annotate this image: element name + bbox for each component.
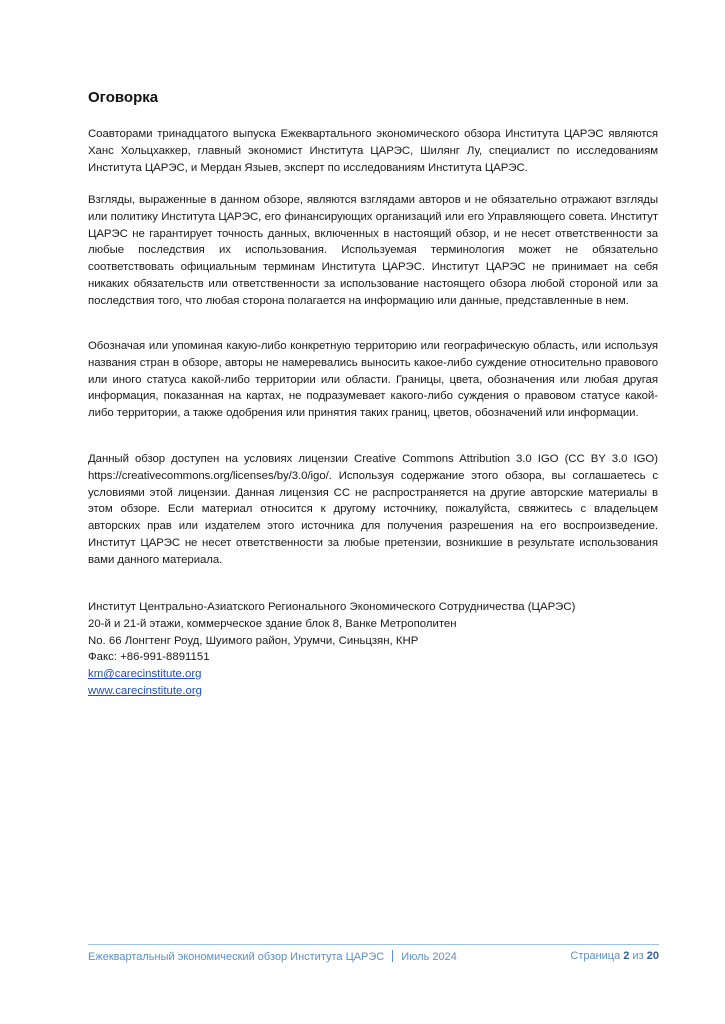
address-line-1: 20-й и 21-й этажи, коммерческое здание блок 8, Ванке Метрополитен <box>88 617 457 630</box>
paragraph-views-disclaimer: Взгляды, выраженные в данном обзоре, являются взглядами авторов и не обязательно отражают взгляды или политику Института ЦАРЭС, его финансирующих организаций или его Управляющего совета. Институт ЦАРЭС не гарантирует точность данных, включенных в настоящий обзор, и не несет ответственности за любые последствия их использования. Используемая терминология может не обязательно соответствовать официальным терминам Института ЦАРЭС. Институт ЦАРЭС не принимает на себя никаких обязательств или ответственности за использование настоящего обзора любой стороной или за последствия того, что любая сторона полагается на информацию или данные, представленные в нем. <box>88 194 658 307</box>
page-current: 2 <box>623 950 630 962</box>
footer-publication-info <box>88 950 457 963</box>
paragraph-authors: Соавторами тринадцатого выпуска Ежеквартального экономического обзора Института ЦАРЭС являются Ханс Хольцхаккер, главный экономист Института ЦАРЭС, Шилянг Лу, специалист по исследованиям Института ЦАРЭС, и Мердан Языев, эксперт по исследованиям Института ЦАРЭС. <box>88 128 658 174</box>
page-footer <box>88 950 659 966</box>
page-number <box>570 950 659 962</box>
of-word: из <box>632 950 644 962</box>
contact-address-block <box>88 599 575 700</box>
footer-separator <box>392 950 393 962</box>
footer-date: Июль 2024 <box>401 951 457 963</box>
address-line-2: No. 66 Лонгтенг Роуд, Шуимого район, Урумчи, Синьцзян, КНР <box>88 634 419 647</box>
footer-divider <box>88 944 659 945</box>
paragraph-license: Данный обзор доступен на условиях лицензии Creative Commons Attribution 3.0 IGO (CC BY 3.0 IGO) https://creativecommons.org/licenses/by/3.0/igo/. Используя содержание этого обзора, вы соглашаетесь с условиями этой лицензии. Данная лицензия CC не распространяется на другие авторские материалы в этом обзоре. Если материал относится к другому источнику, пожалуйста, свяжитесь с владельцем авторских прав или издателем этого источника для получения разрешения на его воспроизведение. Институт ЦАРЭС не несет ответственности за любые претензии, возникшие в результате использования вами данного материала. <box>88 453 658 566</box>
organization-name: Институт Центрально-Азиатского Регионального Экономического Сотрудничества (ЦАРЭС) <box>88 601 576 613</box>
page-title: Оговорка <box>88 89 159 106</box>
website-link[interactable]: www.carecinstitute.org <box>88 684 202 697</box>
page-total: 20 <box>646 950 659 962</box>
page-word: Страница <box>570 950 621 962</box>
paragraph-territory-disclaimer: Обозначая или упоминая какую-либо конкретную территорию или географическую область, или используя названия стран в обзоре, авторы не намеревались выносить какое-либо суждение относительно правового или иного статуса какой-либо территории или области. Границы, цвета, обозначения или любая другая информация, показанная на картах, не подразумевает какого-либо суждения о правовом статусе какой-либо территории, а также одобрения или принятия таких границ, цветов, обозначений или информации. <box>88 340 658 420</box>
email-link[interactable]: km@carecinstitute.org <box>88 668 202 681</box>
fax-number: Факс: +86-991-8891151 <box>88 651 210 664</box>
footer-publication-title: Ежеквартальный экономический обзор Института ЦАРЭС <box>88 951 385 963</box>
